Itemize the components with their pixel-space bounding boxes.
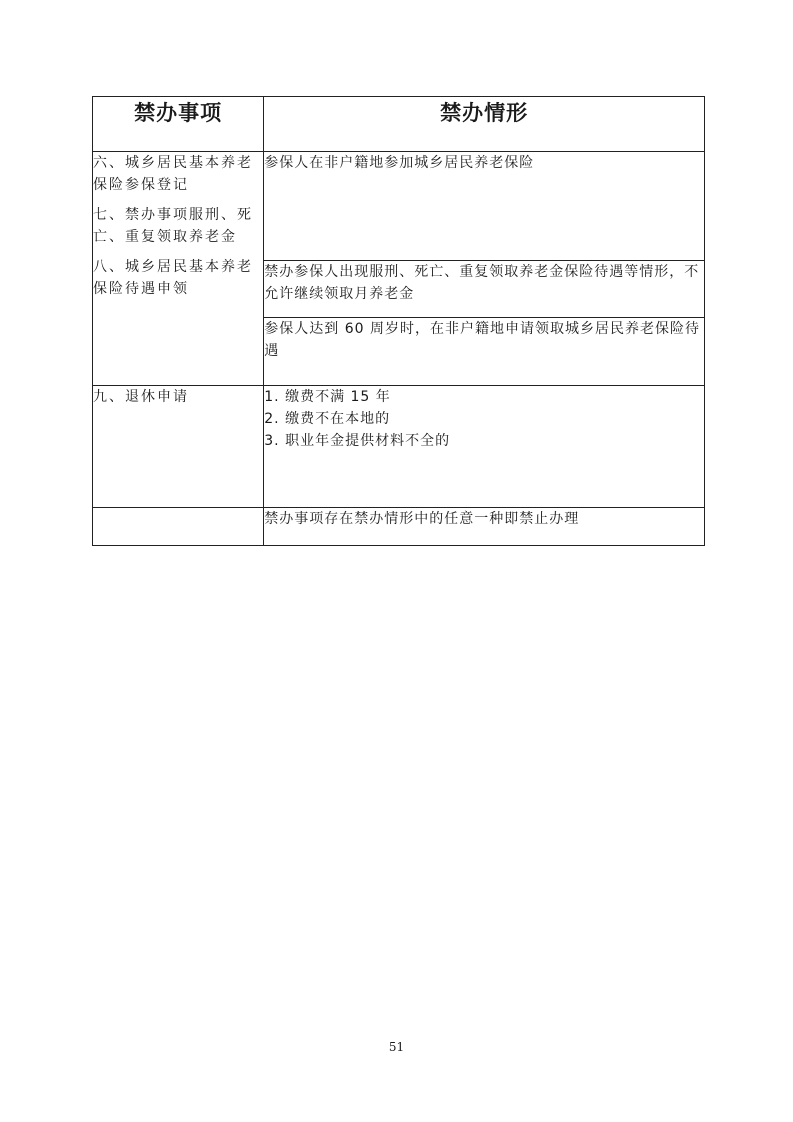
item-residents-pension-registration: 六、城乡居民基本养老保险参保登记	[93, 155, 253, 193]
item-retirement-application: 九、退休申请	[93, 386, 264, 508]
list-item: 1. 缴费不满 15 年	[264, 389, 391, 405]
item-imprisonment-death-duplicate: 七、禁办事项服刑、死亡、重复领取养老金	[93, 207, 253, 245]
footer-empty-cell	[93, 508, 264, 546]
footer-note: 禁办事项存在禁办情形中的任意一种即禁止办理	[264, 508, 705, 546]
prohibited-items-table	[92, 96, 705, 546]
list-item: 3. 职业年金提供材料不全的	[264, 433, 451, 449]
item-residents-pension-claim: 八、城乡居民基本养老保险待遇申领	[93, 259, 253, 297]
table-row	[93, 386, 705, 508]
retirement-situations-cell	[264, 386, 705, 508]
header-prohibited-item: 禁办事项	[93, 97, 264, 152]
page-number: 51	[388, 1040, 405, 1054]
table-header-row	[93, 97, 705, 152]
situation-age-60-claim: 参保人达到 60 周岁时，在非户籍地申请领取城乡居民养老保险待遇	[264, 318, 705, 386]
prohibited-items-cell	[93, 152, 264, 386]
situation-non-household-registration: 参保人在非户籍地参加城乡居民养老保险	[264, 152, 705, 261]
situation-imprisonment-death: 禁办参保人出现服刑、死亡、重复领取养老金保险待遇等情形，不允许继续领取月养老金	[264, 261, 705, 318]
list-item: 2. 缴费不在本地的	[264, 411, 391, 427]
table-row	[93, 508, 705, 546]
header-prohibited-situation: 禁办情形	[264, 97, 705, 152]
table-row	[93, 152, 705, 261]
